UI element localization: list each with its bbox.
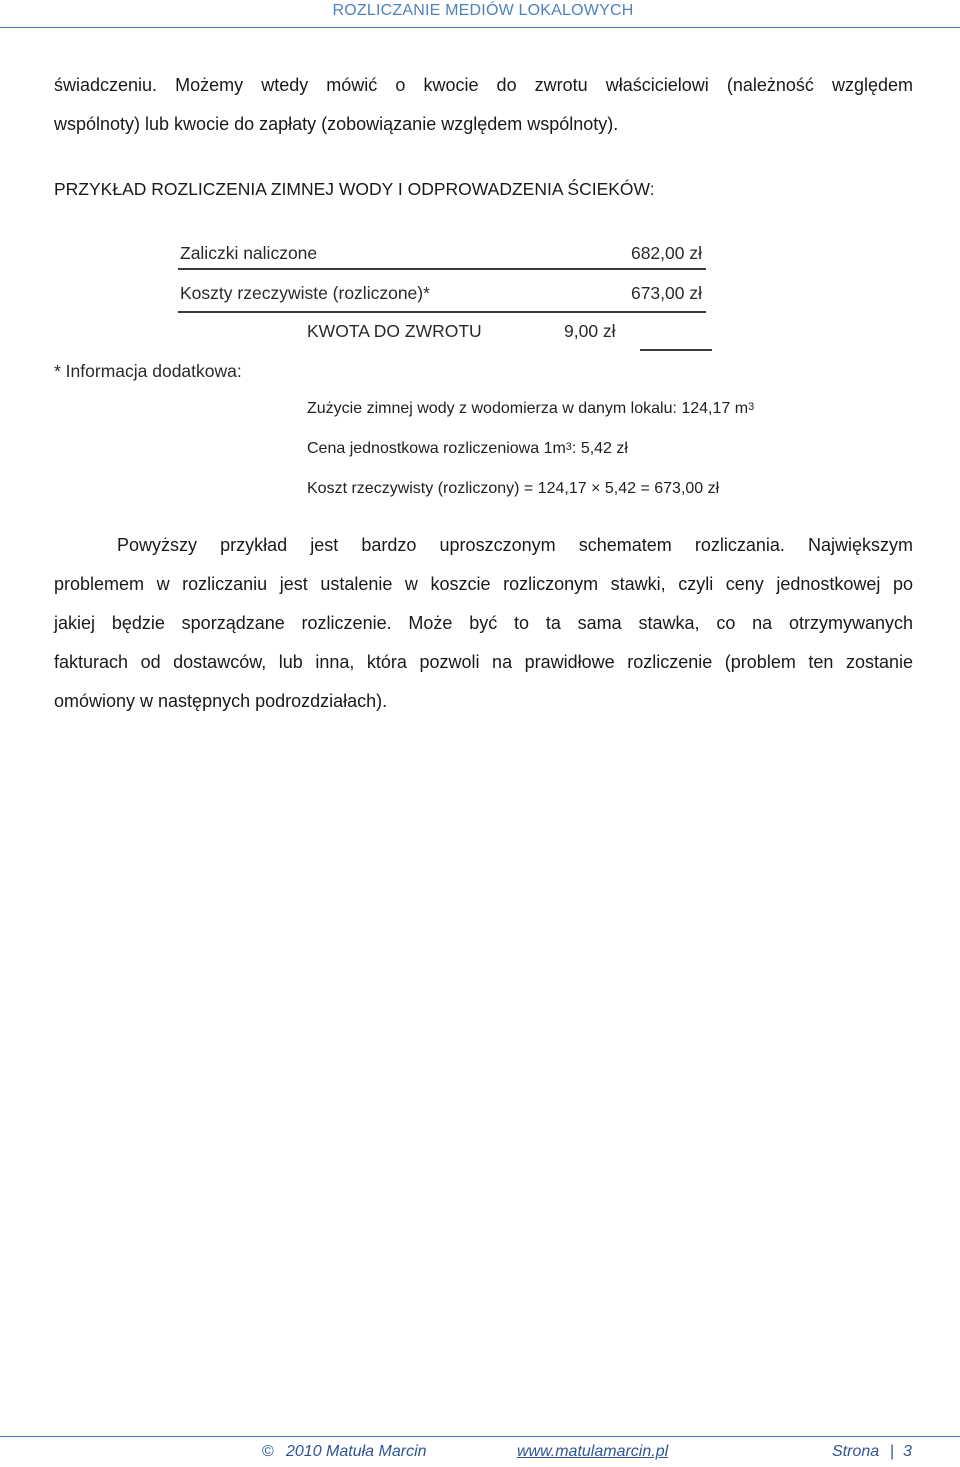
footer-page-number: 3 [903, 1443, 912, 1460]
refund-label: KWOTA DO ZWROTU [307, 321, 482, 341]
footer-rule [0, 1436, 960, 1437]
footer-separator: | [890, 1443, 895, 1460]
example-heading: PRZYKŁAD ROZLICZENIA ZIMNEJ WODY I ODPROWADZENIA ŚCIEKÓW: [54, 179, 655, 199]
actual-cost-label: Koszty rzeczywiste (rozliczone)* [180, 283, 430, 303]
footer-page-label: Strona [832, 1443, 880, 1460]
header-rule [0, 27, 960, 28]
advances-underline [178, 268, 706, 270]
intro-line-2: wspólnoty) lub kwocie do zapłaty (zobowiązanie względem wspólnoty). [54, 114, 619, 134]
intro-line-1: świadczeniu. Możemy wtedy mówić o kwocie do zwrotu właścicielowi (należność względem [54, 75, 913, 95]
price-line: Cena jednostkowa rozliczeniowa $1m^3$: 5,42 zł [307, 440, 628, 457]
refund-underline [640, 349, 712, 351]
cost-line: Koszt rzeczywisty (rozliczony) = 124,17 × 5,42 = 673,00 zł [307, 480, 720, 497]
running-header: ROZLICZANIE MEDIÓW LOKALOWYCH [332, 2, 634, 19]
usage-line: Zużycie zimnej wody z wodomierza w danym lokalu: 124,17 $m^3$ [307, 400, 755, 417]
paragraph-line-1: Powyższy przykład jest bardzo uproszczonym schematem rozliczania. Największym [117, 535, 913, 555]
paragraph-line-5: omówiony w następnych podrozdziałach). [54, 691, 388, 711]
actual-cost-value: 673,00 zł [630, 283, 702, 303]
paragraph-line-4: fakturach od dostawców, lub inna, która pozwoli na prawidłowe rozliczenie (problem ten zostanie [54, 652, 913, 672]
additional-info-label: * Informacja dodatkowa: [54, 361, 242, 381]
actual-cost-underline [178, 311, 706, 313]
paragraph-line-2: problemem w rozliczaniu jest ustalenie w koszcie rozliczonym stawki, czyli ceny jednostkowej po [54, 574, 913, 594]
footer-website-link[interactable]: www.matulamarcin.pl [517, 1443, 669, 1460]
advances-value: 682,00 zł [630, 243, 702, 263]
footer-author: 2010 Matuła Marcin [286, 1443, 427, 1460]
advances-label: Zaliczki naliczone [180, 243, 318, 263]
paragraph-line-3: jakiej będzie sporządzane rozliczenie. Może być to ta sama stawka, co na otrzymywanych [54, 613, 913, 633]
copyright-icon: © [262, 1443, 274, 1460]
refund-value: 9,00 zł [564, 321, 616, 341]
